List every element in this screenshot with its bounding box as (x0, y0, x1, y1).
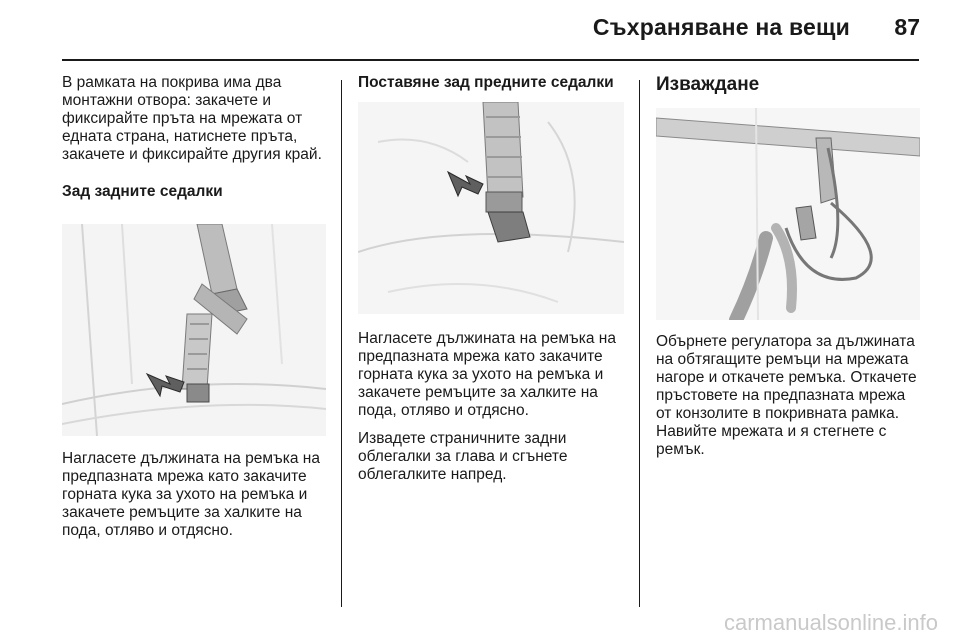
column-3 (656, 74, 920, 96)
column-1 (62, 74, 326, 201)
subheading-behind-front-seats: Поставяне зад предните седалки (358, 74, 614, 91)
page-number: 87 (894, 14, 920, 40)
paragraph-fold-backrests: Извадете страничните задни облегалки за глава и сгънете облегалките напред. (358, 430, 568, 483)
column-2-caption-block (358, 330, 624, 484)
caption-rear-seats: Нагласете дължината на ремъка на предпазната мрежа като закачите горната кука за ухото на ремъка и закачете ремъците за халките на пода, отляво и отдясно. (62, 450, 320, 539)
column-1-caption-block (62, 450, 326, 540)
column-divider-left (341, 80, 342, 607)
illustration-rear-seat-strap (62, 224, 326, 436)
page-title: Съхраняване на вещи (592, 14, 850, 40)
column-2 (358, 74, 624, 92)
caption-removal: Обърнете регулатора за дължината на обтягащите ремъци на мрежата нагоре и откачете ремъка. Откачете пръстовете на предпазната мрежа от конзолите в покривната рамка. Навийте мрежата и я стегнете с ремък. (656, 333, 917, 458)
illustration-front-seat-strap (358, 102, 624, 314)
watermark: carmanualsonline.info (723, 610, 938, 635)
intro-paragraph: В рамката на покрива има два монтажни отвора: закачете и фиксирайте пръта на мрежата от едната страна, натиснете пръта, закачете и фиксирайте другия край. (62, 74, 322, 163)
subheading-behind-rear-seats: Зад задните седалки (62, 183, 223, 200)
illustration-net-removal (656, 108, 920, 320)
heading-removal: Изваждане (656, 74, 760, 95)
caption-front-seats: Нагласете дължината на ремъка на предпазната мрежа като закачите горната кука за ухото на ремъка и закачете ремъците за халките на пода, отляво и отдясно. (358, 330, 616, 419)
header-rule (62, 59, 919, 61)
column-3-caption-block (656, 333, 920, 459)
column-divider-right (639, 80, 640, 607)
